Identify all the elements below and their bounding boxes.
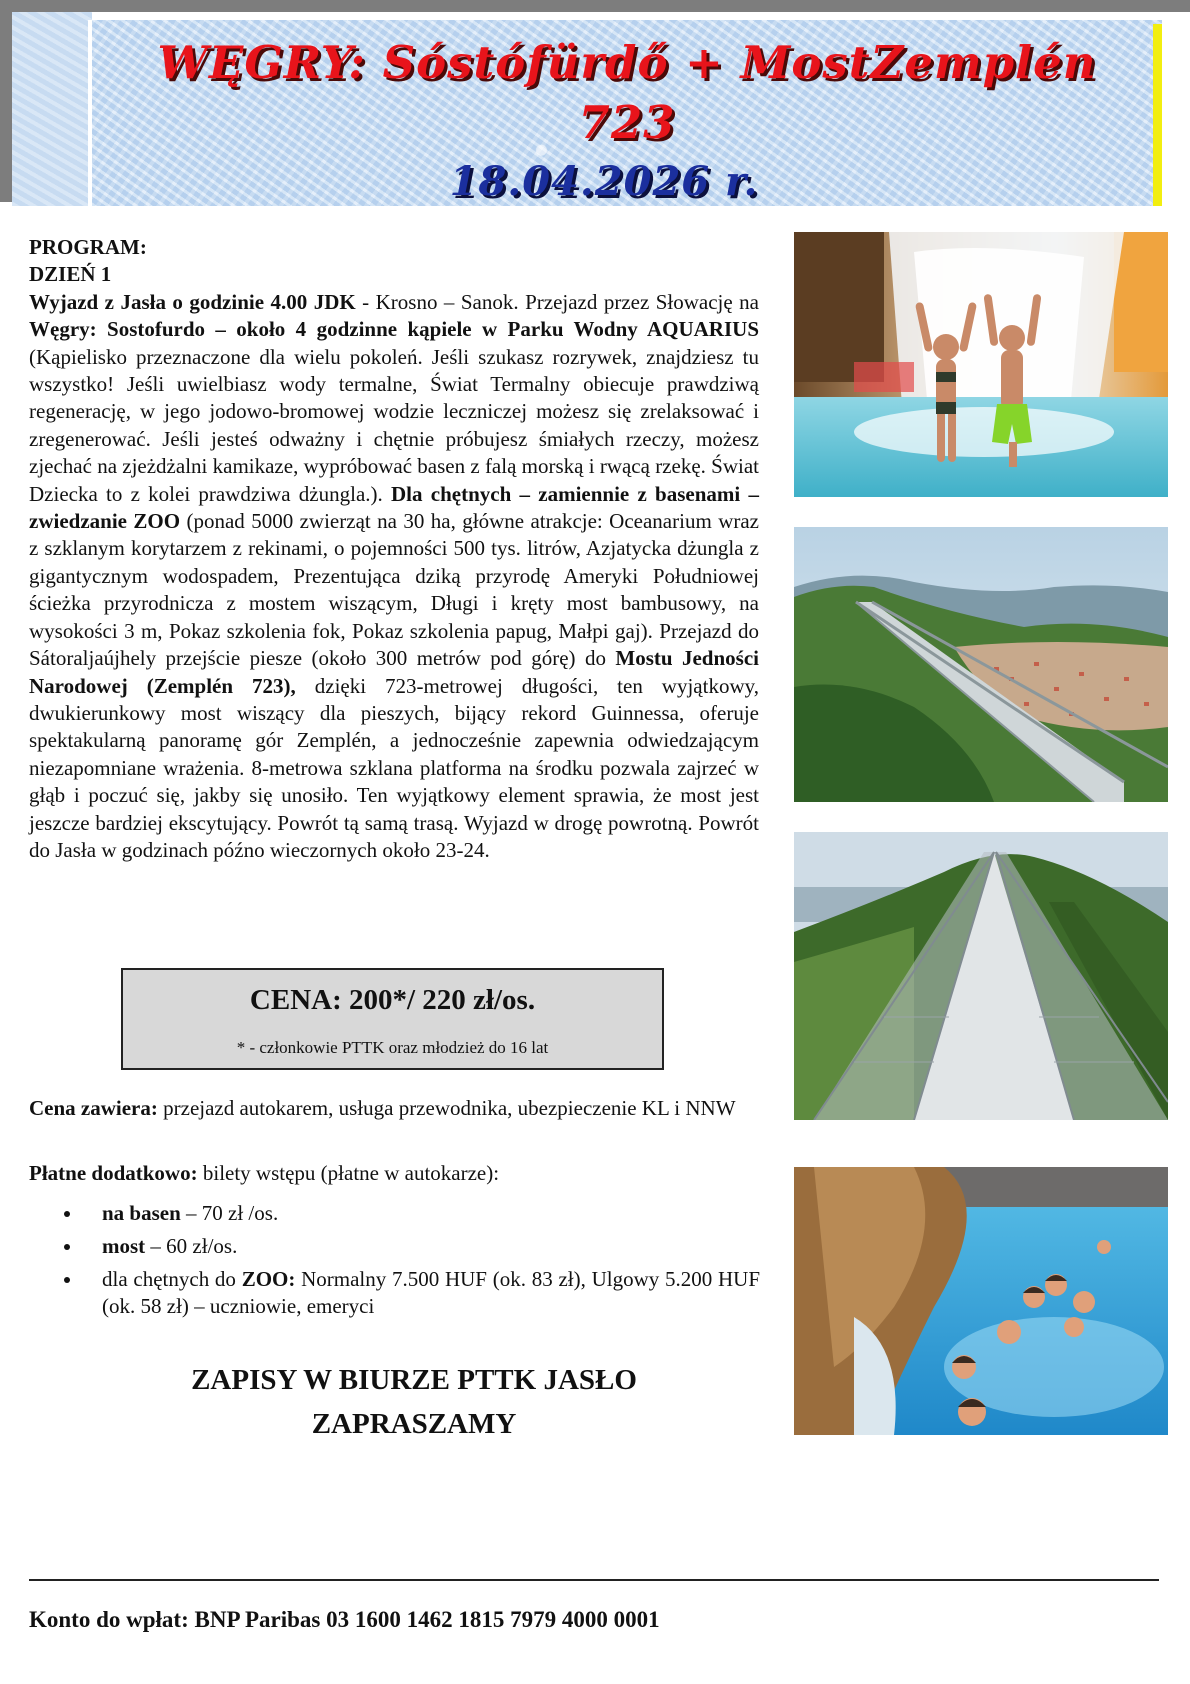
trip-date: 18.04.2026 r. [449, 158, 759, 205]
footer-divider [29, 1579, 1159, 1581]
item-label: ZOO: [241, 1267, 296, 1291]
extra-costs-list [60, 1200, 760, 1326]
bullet-icon [64, 1244, 70, 1250]
bank-account: Konto do wpłat: BNP Paribas 03 1600 1462 1815 7979 4000 0001 [29, 1607, 660, 1632]
page-title-number: 723 [578, 96, 676, 149]
price-includes [29, 1095, 759, 1122]
header-banner [0, 0, 1190, 206]
program-section [29, 234, 759, 864]
price-box [121, 968, 664, 1070]
zoo-description: (ponad 5000 zwierząt na 30 ha, główne atrakcje: Oceanarium wraz z szklanym korytarzem z rekinami, o pojemności 500 tys. litrów, Azjatycka dżungla z gigantycznym wodospadem, Prezentująca dziką przyrodę Ameryki Południowej ścieżka przyrodnicza z mostem wiszącym, Długi i kręty most bambusowy, na wysokości 3 m, Pokaz szkolenia fok, Pokaz szkolenia papug, Małpi gaj). Przejazd do Sátoraljaújhely przejście piesze (około 300 metrów pod górę) do [29, 509, 759, 671]
aquarius-info: Węgry: Sostofurdo – około 4 godzinne kąpiele w Parku Wodny AQUARIUS [29, 317, 759, 342]
includes-label: Cena zawiera: [29, 1096, 158, 1120]
price-value: CENA: 200*/ 220 zł/os. [249, 984, 536, 1016]
signup-line: ZAPISY W BIURZE PTTK JASŁO [191, 1364, 637, 1396]
extra-costs [29, 1160, 759, 1187]
bridge-name: Mostu Jedności Narodowej (Zemplén 723), [29, 646, 759, 698]
departure-info: Wyjazd z Jasła o godzinie 4.00 JDK [29, 289, 356, 314]
program-description [29, 289, 759, 865]
aquarius-description: (Kąpielisko przeznaczone dla wielu pokoleń. Jeśli szukasz rozrywek, znajdziesz tu wszystko! Jeśli uwielbiasz wody termalne, Świat Termalny obiecuje prawdziwą regenerację, w jego jodowo-bromowej wodzie leczniczej możesz się zrelaksować i zregenerować. Jeśli jesteś odważny i chętnie próbujesz śmiałych rzeczy, możesz zjechać na zjeżdżalni kamikaze, wypróbować basen z falą morską i rwącą rzekę. Świat Dziecka to z kolei prawdziwa dżungla.). [29, 344, 759, 506]
thermal-pool-family-photo [794, 1167, 1168, 1435]
banner-shadow-top [12, 0, 1190, 12]
list-item [60, 1266, 760, 1320]
includes-text: przejazd autokarem, usługa przewodnika, ubezpieczenie KL i NNW [157, 1096, 736, 1120]
bullet-icon [64, 1211, 70, 1217]
program-heading: PROGRAM: [29, 235, 147, 259]
bullet-icon [64, 1277, 70, 1283]
price-note: * - członkowie PTTK oraz młodzież do 16 lat [236, 1038, 549, 1057]
water-park-children-photo [794, 232, 1168, 497]
day-heading: DZIEŃ 1 [29, 262, 112, 287]
item-prefix: dla chętnych do [102, 1267, 242, 1291]
item-price: – 60 zł/os. [145, 1234, 238, 1258]
item-price: – 70 zł /os. [180, 1201, 279, 1225]
item-label: na basen [102, 1201, 181, 1225]
zoo-option: Dla chętnych – zamiennie z basenami – zwiedzanie ZOO [29, 481, 759, 534]
signup-info [29, 1358, 799, 1446]
bridge-description: dzięki 723-metrowej długości, ten wyjątkowy, dwukierunkowy most wiszący dla pieszych, bijący rekord Guinnessa, oferuje spektakularną panoramę gór Zemplén, a jednocześnie zapewnia odwiedzającym niezapomniane wrażenia. 8-metrowa szklana platforma na środku pozwala zajrzeć w głąb i poczuć się, jakby się unosiło. Ten wyjątkowy element sprawia, że most jest jeszcze bardziej ekscytujący. Powrót tą samą trasą. Wyjazd w drogę powrotną. Powrót do Jasła w godzinach późno wieczornych około 23-24. [29, 673, 759, 862]
list-item [60, 1233, 760, 1260]
suspension-bridge-panorama-photo [794, 527, 1168, 802]
invite-line: ZAPRASZAMY [311, 1408, 517, 1440]
extra-label: Płatne dodatkowo: [29, 1161, 198, 1185]
page-title: WĘGRY: Sóstófürdő + MostZemplén [157, 36, 1097, 89]
list-item [60, 1200, 760, 1227]
extra-text: bilety wstępu (płatne w autokarze): [197, 1161, 500, 1185]
route-text: - Krosno – Sanok. Przejazd przez Słowację na [355, 289, 759, 314]
item-label: most [102, 1234, 146, 1258]
item-price: Normalny 7.500 HUF (ok. 83 zł), Ulgowy 5.200 HUF (ok. 58 zł) – uczniowie, emeryci [102, 1267, 761, 1318]
suspension-bridge-hill-photo [794, 832, 1168, 1120]
